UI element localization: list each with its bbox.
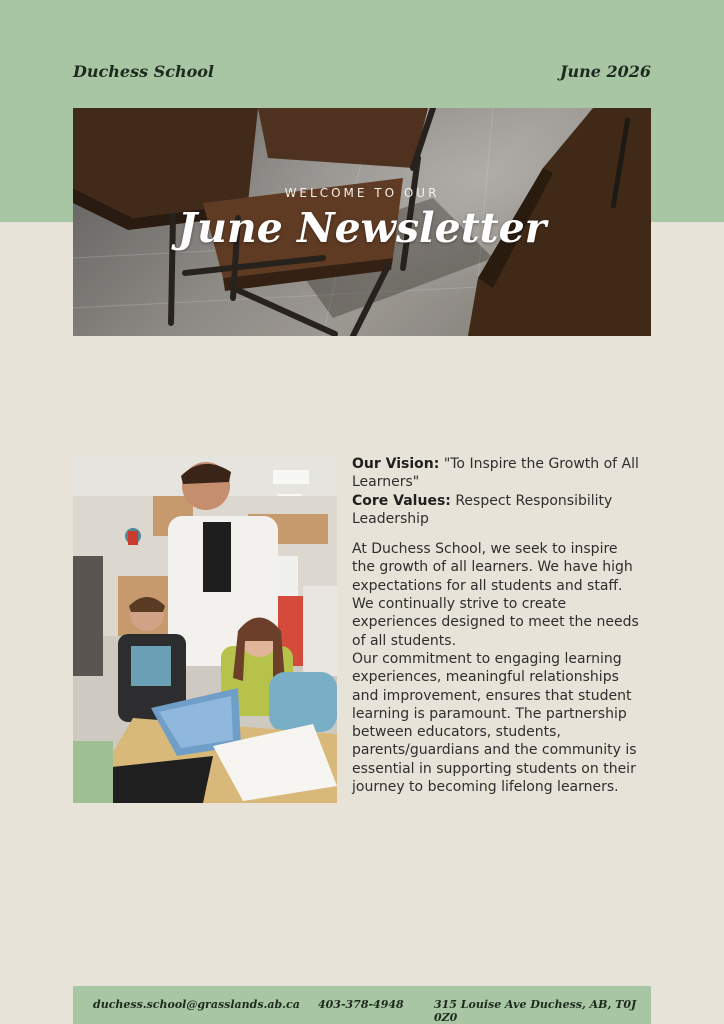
vision-text: "To Inspire the Growth of All Learners" — [352, 456, 639, 491]
footer-contact-bar — [73, 986, 651, 1024]
hero-title: June Newsletter — [177, 204, 547, 252]
school-name: Duchess School — [73, 62, 214, 81]
footer-address: 315 Louise Ave Duchess, AB, T0J 0Z0 — [434, 998, 637, 1024]
students-science-photo — [73, 456, 337, 803]
classroom-photo — [73, 456, 337, 803]
newsletter-body — [352, 455, 644, 796]
vision-label: Our Vision: — [352, 456, 440, 472]
hero-banner — [73, 108, 651, 336]
values-text: Respect Responsibility Leadership — [352, 492, 613, 527]
issue-date: June 2026 — [559, 62, 651, 81]
vision-values-block — [352, 455, 644, 528]
footer-phone[interactable]: 403-378-4948 — [318, 998, 404, 1011]
hero-kicker: WELCOME TO OUR — [284, 186, 440, 200]
body-paragraph-1: At Duchess School, we seek to inspire the growth of all learners. We have high expectations for all students and staff. We continually strive to create experiences designed to meet the needs of all students. — [352, 541, 639, 649]
values-label: Core Values: — [352, 492, 451, 509]
footer-email[interactable]: duchess.school@grasslands.ab.ca — [93, 998, 300, 1011]
body-paragraph-2: Our commitment to engaging learning experiences, meaningful relationships and improvement, ensures that student learning is paramount. The partnership between educators, students, parents/guardians and the community is essential in supporting students on their journey to becoming lifelong learners. — [352, 650, 637, 796]
